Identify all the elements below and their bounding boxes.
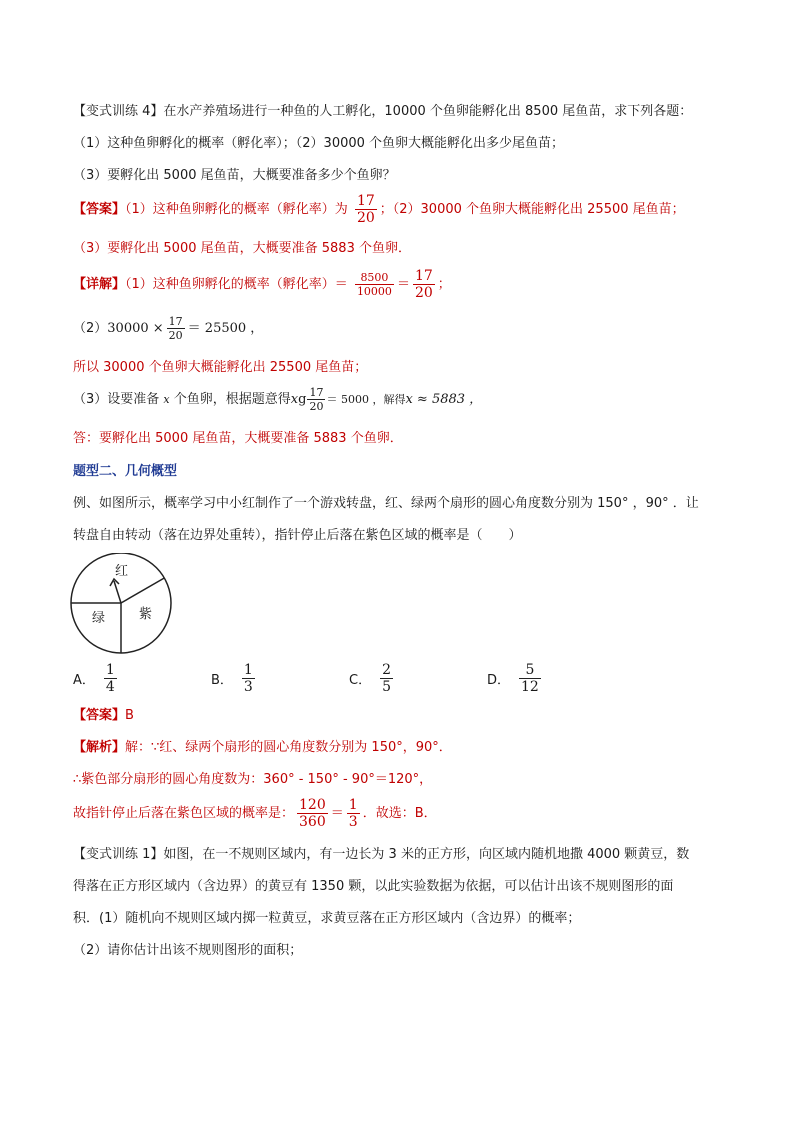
detail-f1-den: 10000 bbox=[356, 285, 392, 298]
detail-f2-num: 17 bbox=[414, 268, 433, 284]
option-c-den: 5 bbox=[382, 679, 391, 695]
answer1-frac-num: 17 bbox=[356, 193, 375, 209]
detail-l4-c: ＝ 5000 ，解得 bbox=[326, 393, 406, 406]
variant4-q12: （1）这种鱼卵孵化的概率（孵化率）；（2）30000 个鱼卵大概能孵化出多少尾鱼苗； bbox=[73, 136, 565, 151]
detail-l4-den: 20 bbox=[309, 400, 324, 413]
section2-title: 题型二、几何概型 bbox=[73, 464, 178, 479]
analysis-l1: 解：∵红、绿两个扇形的圆心角度数分别为 150°，90°． bbox=[125, 740, 452, 755]
analysis-f1-num: 120 bbox=[299, 797, 326, 813]
variant1-line3: 积．(1）随机向不规则区域内掷一粒黄豆，求黄豆落在正方形区域内（含边界）的概率； bbox=[73, 911, 581, 926]
detail-l2-b: ＝ 25500 ， bbox=[187, 321, 264, 336]
variant1-line4: （2）请你估计出该不规则图形的面积； bbox=[73, 943, 303, 958]
analysis-l3-a: 故指针停止后落在紫色区域的概率是： bbox=[73, 806, 295, 821]
answer2-tag: 【答案】 bbox=[73, 708, 126, 723]
detail-l2-frac bbox=[167, 315, 185, 342]
detail-l4-d: x ≈ 5883 ， bbox=[405, 392, 483, 407]
option-a-num: 1 bbox=[105, 662, 115, 678]
answer2-value: B bbox=[125, 708, 134, 723]
analysis-frac2 bbox=[347, 797, 360, 830]
option-b-num: 1 bbox=[243, 662, 253, 678]
detail-f1-num: 8500 bbox=[360, 271, 389, 284]
detail-l4-a: （3）设要准备 bbox=[73, 392, 160, 407]
option-d[interactable] bbox=[487, 662, 544, 695]
answer2-line bbox=[73, 707, 134, 725]
detail-l2-den: 20 bbox=[168, 329, 183, 342]
analysis-frac1 bbox=[297, 797, 328, 830]
detail-line1 bbox=[73, 268, 451, 302]
detail-frac1 bbox=[355, 271, 394, 298]
option-c-num: 2 bbox=[382, 662, 391, 678]
detail-line4 bbox=[73, 383, 482, 417]
option-c-label: C． bbox=[349, 673, 372, 688]
analysis-line2: ∴紫色部分扇形的圆心角度数为：360° - 150° - 90°＝120°， bbox=[73, 772, 433, 787]
detail-l4-b: 个鱼卵，根据题意得 bbox=[173, 392, 291, 407]
option-d-label: D． bbox=[487, 673, 511, 688]
answer1-line1 bbox=[73, 193, 685, 227]
detail-l4-x: x bbox=[163, 393, 170, 406]
detail-l2-a: 30000 × bbox=[107, 321, 164, 336]
answer1-line2: （3）要孵化出 5000 尾鱼苗，大概要准备 5883 个鱼卵． bbox=[73, 241, 411, 256]
analysis-tag: 【解析】 bbox=[73, 740, 126, 755]
option-a-label: A． bbox=[73, 673, 95, 688]
detail-l4-x2: x bbox=[290, 392, 299, 407]
analysis-f2-den: 3 bbox=[348, 814, 358, 830]
detail-f2-den: 20 bbox=[414, 285, 433, 301]
example-line2: 转盘自由转动（落在边界处重转），指针停止后落在紫色区域的概率是（ ） bbox=[73, 528, 522, 543]
answer1-fraction bbox=[355, 193, 377, 226]
detail-l2-prefix: （2） bbox=[73, 321, 108, 336]
option-d-den: 12 bbox=[521, 679, 539, 695]
variant4-text: 在水产养殖场进行一种鱼的人工孵化，10000 个鱼卵能孵化出 8500 尾鱼苗，求下列各题： bbox=[163, 104, 693, 119]
analysis-f2-num: 1 bbox=[348, 797, 358, 813]
variant4-tag: 【变式训练 4】 bbox=[73, 104, 164, 119]
spinner-label-red: 红 bbox=[115, 564, 129, 579]
option-a[interactable] bbox=[73, 662, 120, 695]
option-b-fraction bbox=[242, 662, 255, 695]
detail-line5: 答：要孵化出 5000 尾鱼苗，大概要准备 5883 个鱼卵． bbox=[73, 431, 403, 446]
answer1-tag: 【答案】 bbox=[73, 202, 126, 217]
option-c[interactable] bbox=[349, 662, 396, 695]
detail-frac2 bbox=[413, 268, 435, 301]
analysis-eq: ＝ bbox=[330, 806, 344, 821]
variant1-line1 bbox=[73, 846, 689, 864]
option-a-fraction bbox=[104, 662, 117, 695]
variant1-l1: 如图，在一不规则区域内，有一边长为 3 米的正方形，向区域内随机地撒 4000 颗黄豆，数 bbox=[163, 847, 690, 862]
spinner-label-purple: 紫 bbox=[139, 607, 153, 622]
option-b[interactable] bbox=[211, 662, 258, 695]
analysis-line3 bbox=[73, 796, 437, 832]
option-d-num: 5 bbox=[525, 662, 535, 678]
spinner-label-green: 绿 bbox=[92, 611, 106, 626]
variant4-question bbox=[73, 103, 692, 121]
detail-l4-g: g bbox=[298, 392, 307, 407]
detail-tag: 【详解】 bbox=[73, 277, 126, 292]
analysis-line1 bbox=[73, 739, 452, 757]
option-b-den: 3 bbox=[243, 679, 253, 695]
option-a-den: 4 bbox=[105, 679, 115, 695]
variant1-line2: 得落在正方形区域内（含边界）的黄豆有 1350 颗，以此实验数据为依据，可以估计出该不规则图形的面 bbox=[73, 879, 674, 894]
example-line1: 例、如图所示，概率学习中小红制作了一个游戏转盘，红、绿两个扇形的圆心角度数分别为 150° ，90° ．让 bbox=[73, 496, 699, 511]
answer1-frac-den: 20 bbox=[356, 210, 375, 226]
detail-end: ； bbox=[437, 277, 451, 292]
option-c-fraction bbox=[380, 662, 393, 695]
option-b-label: B． bbox=[211, 673, 233, 688]
analysis-f1-den: 360 bbox=[299, 814, 326, 830]
detail-l4-frac bbox=[307, 386, 325, 413]
detail-line3: 所以 30000 个鱼卵大概能孵化出 25500 尾鱼苗； bbox=[73, 360, 368, 375]
variant4-q3: （3）要孵化出 5000 尾鱼苗，大概要准备多少个鱼卵？ bbox=[73, 168, 396, 183]
analysis-l3-b: ．故选：B． bbox=[362, 806, 437, 821]
detail-l4-num: 17 bbox=[309, 386, 324, 399]
variant1-tag: 【变式训练 1】 bbox=[73, 847, 164, 862]
answer1-part1: （1）这种鱼卵孵化的概率（孵化率）为 bbox=[125, 202, 348, 217]
detail-l2-num: 17 bbox=[168, 315, 183, 328]
detail-part1: （1）这种鱼卵孵化的概率（孵化率）＝ bbox=[125, 277, 348, 292]
option-d-fraction bbox=[519, 662, 541, 695]
detail-line2 bbox=[73, 312, 263, 346]
spinner-diagram bbox=[70, 553, 176, 659]
detail-eq: ＝ bbox=[396, 277, 410, 292]
answer1-part2: ；（2）30000 个鱼卵大概能孵化出 25500 尾鱼苗； bbox=[379, 202, 685, 217]
